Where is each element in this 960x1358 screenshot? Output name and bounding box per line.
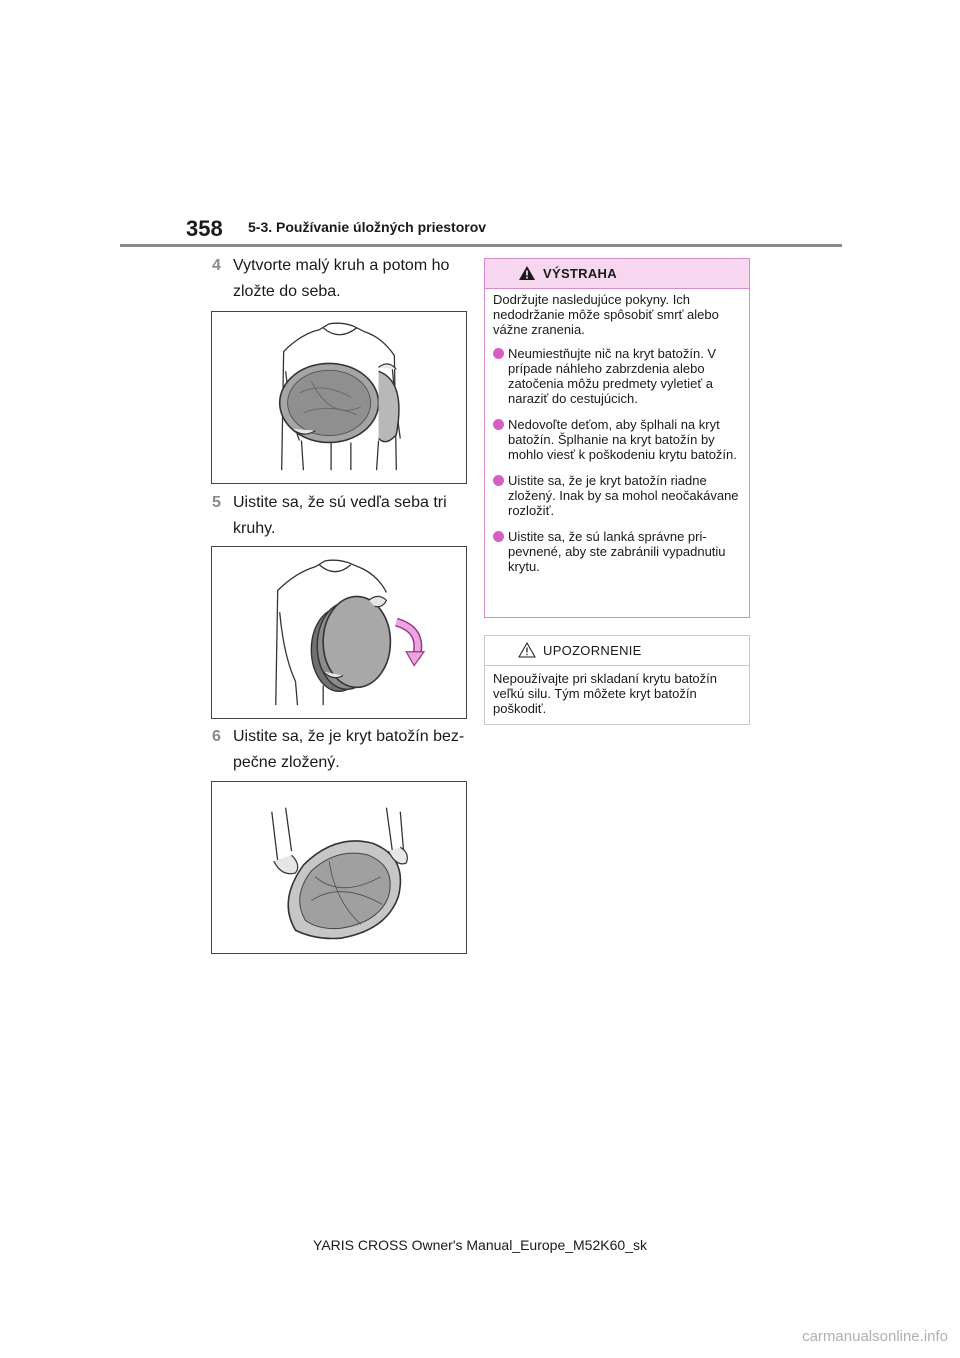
warning-item	[493, 346, 741, 406]
step-text: Uistite sa, že sú vedľa seba tri kruhy.	[233, 494, 447, 537]
figure-small-circle-fold	[211, 311, 467, 484]
warning-item-text: Uistite sa, že je kryt batožín riadne zložený. Inak by sa mohol neočakávane rozložiť.	[508, 473, 739, 518]
warning-header	[485, 259, 749, 289]
footer-manual-id: YARIS CROSS Owner's Manual_Europe_M52K60_sk	[313, 1237, 647, 1253]
step-5	[212, 490, 472, 542]
notice-header	[485, 636, 749, 666]
step-6	[212, 724, 472, 776]
caution-triangle-icon	[518, 642, 536, 658]
person-folding-cover-illustration	[212, 312, 466, 483]
warning-item-text: Uistite sa, že sú lanká správne pripevnené, aby ste zabránili vypadnutiu krytu.	[508, 529, 726, 574]
step-4	[212, 253, 472, 305]
header-divider	[120, 244, 842, 247]
bullet-icon	[493, 531, 504, 542]
notice-text: Nepoužívajte pri skladaní krytu batožín veľkú silu. Tým môžete kryt batožín poškodiť.	[493, 671, 718, 716]
bullet-icon	[493, 419, 504, 430]
warning-box	[484, 258, 750, 618]
page-number: 358	[186, 216, 223, 241]
step-number: 5	[212, 494, 221, 511]
watermark: carmanualsonline.info	[802, 1328, 948, 1345]
warning-item	[493, 529, 741, 574]
warning-item	[493, 417, 741, 462]
warning-item-text: Neumiestňujte nič na kryt batožín. V prípade náhleho zabrzdenia alebo zatočenia môžu predmety vyletieť a naraziť do cestujúcich.	[508, 346, 717, 406]
step-number: 6	[212, 728, 221, 745]
notice-title: UPOZORNENIE	[543, 643, 642, 658]
notice-box	[484, 635, 750, 725]
bullet-icon	[493, 348, 504, 359]
step-text: Uistite sa, že je kryt batožín bezpečne zložený.	[233, 728, 465, 771]
warning-triangle-icon	[518, 265, 536, 281]
figure-three-circles	[211, 546, 467, 719]
warning-title: VÝSTRAHA	[543, 266, 617, 281]
step-text: Vytvorte malý kruh a potom ho zložte do seba.	[233, 257, 450, 300]
hands-holding-folded-cover-illustration	[212, 782, 466, 953]
person-holding-three-circles-illustration	[212, 547, 466, 718]
warning-body	[485, 289, 749, 574]
warning-intro: Dodržujte nasledujúce pokyny. Ich nedodržanie môže spôsobiť smrť alebo vážne zranenia.	[493, 292, 719, 337]
section-title: 5-3. Používanie úložných priestorov	[248, 219, 487, 235]
step-number: 4	[212, 257, 221, 274]
rotate-arrow-icon	[396, 622, 424, 665]
figure-folded-cover	[211, 781, 467, 954]
warning-item	[493, 473, 741, 518]
bullet-icon	[493, 475, 504, 486]
warning-item-text: Nedovoľte deťom, aby šplhali na kryt batožín. Šplhanie na kryt batožín by mohlo viesť k poškodeniu krytu batožín.	[508, 417, 737, 462]
